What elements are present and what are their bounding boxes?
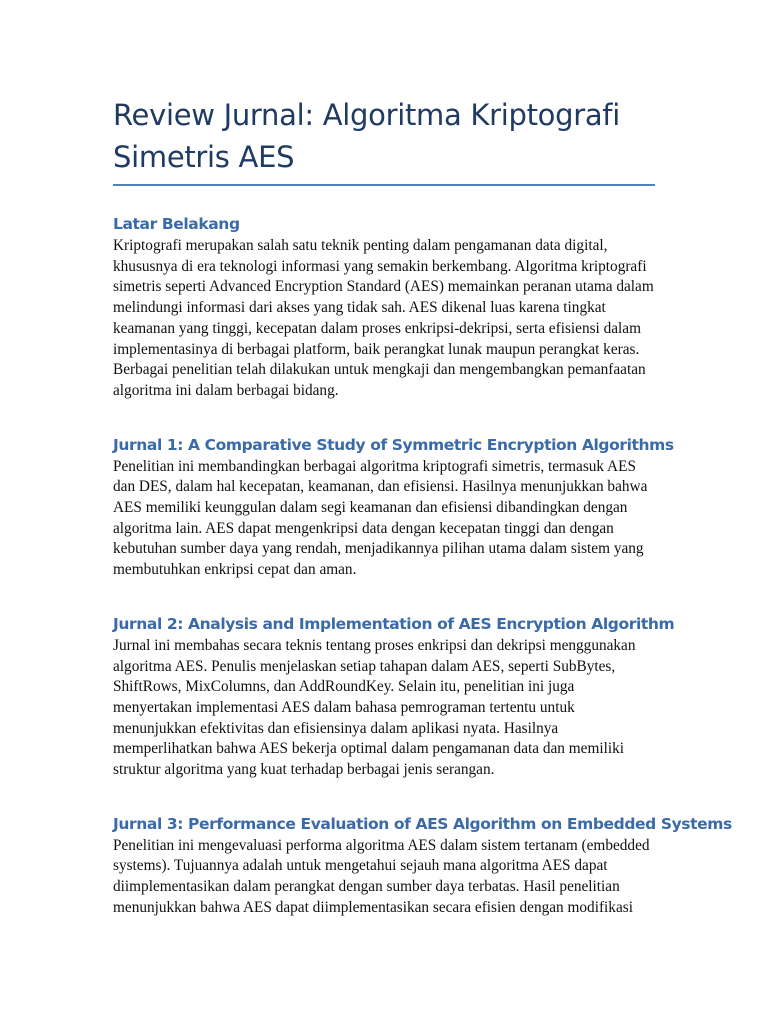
section-jurnal-2 [113,612,675,781]
section-heading: Jurnal 3: Performance Evaluation of AES Algorithm on Embedded Systems [113,814,732,833]
section-heading: Latar Belakang [113,215,240,233]
document-page [113,94,732,919]
document-title: Review Jurnal: Algoritma Kriptografi Simetris AES [113,98,620,174]
section-heading: Jurnal 2: Analysis and Implementation of AES Encryption Algorithm [113,614,675,633]
section-latar-belakang [113,212,655,402]
section-jurnal-3 [113,812,732,919]
section-body: Jurnal ini membahas secara teknis tentang proses enkripsi dan dekripsi menggunakan algoritma AES. Penulis menjelaskan setiap tahapan dalam AES, seperti SubBytes, ShiftRows, MixColumns, dan AddRoundKey. Selain itu, penelitian ini juga menyertakan implementasi AES dalam bahasa pemrograman tertentu untuk menunjukkan efektivitas dan efisiensinya dalam aplikasi nyata. Hasilnya memperlihatkan bahwa AES bekerja optimal dalam pengamanan data dan memiliki struktur algoritma yang kuat terhadap berbagai jenis serangan. [113,636,636,779]
section-body: Penelitian ini mengevaluasi performa algoritma AES dalam sistem tertanam (embedded systems). Tujuannya adalah untuk mengetahui sejauh mana algoritma AES dapat diimplementasikan dalam perangkat dengan sumber daya terbatas. Hasil penelitian menunjukkan bahwa AES dapat diimplementasikan secara efisien dengan modifikasi [113,836,650,916]
section-jurnal-1 [113,433,674,581]
section-body: Penelitian ini membandingkan berbagai algoritma kriptografi simetris, termasuk AES dan DES, dalam hal kecepatan, keamanan, dan efisiensi. Hasilnya menunjukkan bahwa AES memiliki keunggulan dalam segi keamanan dan efisiensi dibandingkan dengan algoritma lain. AES dapat mengenkripsi data dengan kecepatan tinggi dan dengan kebutuhan sumber daya yang rendah, menjadikannya pilihan utama dalam sistem yang membutuhkan enkripsi cepat dan aman. [113,457,648,579]
section-heading: Jurnal 1: A Comparative Study of Symmetric Encryption Algorithms [113,435,674,454]
title-underline [113,184,655,186]
section-body: Kriptografi merupakan salah satu teknik penting dalam pengamanan data digital, khususnya di era teknologi informasi yang semakin berkembang. Algoritma kriptografi simetris seperti Advanced Encryption Standard (AES) memainkan peranan utama dalam melindungi informasi dari akses yang tidak sah. AES dikenal luas karena tingkat keamanan yang tinggi, kecepatan dalam proses enkripsi-dekripsi, serta efisiensi dalam implementasinya di berbagai platform, baik perangkat lunak maupun perangkat keras. Berbagai penelitian telah dilakukan untuk mengkaji dan mengembangkan pemanfaatan algoritma ini dalam berbagai bidang. [113,237,654,399]
